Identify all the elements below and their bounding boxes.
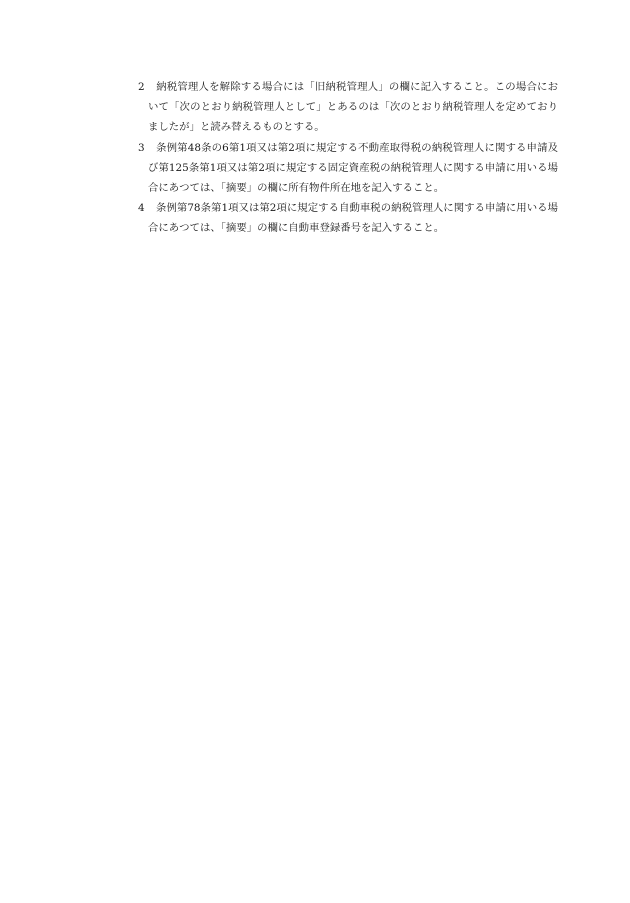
note-text: 条例第48条の6第1項又は第2項に規定する不動産取得税の納税管理人に関する申請及び第125条第1項又は第2項に規定する固定資産税の納税管理人に関する申請に用いる場合にあつては、「摘要」の欄に所有物件所在地を記入すること。	[148, 141, 558, 195]
notes-list	[138, 77, 558, 239]
note-item-2	[138, 77, 558, 138]
note-text: 条例第78条第1項又は第2項に規定する自動車税の納税管理人に関する申請に用いる場合にあつては、「摘要」の欄に自動車登録番号を記入すること。	[148, 202, 558, 235]
note-item-4	[138, 198, 558, 238]
note-number: 2	[138, 81, 145, 93]
note-text: 納税管理人を解除する場合には「旧納税管理人」の欄に記入すること。この場合において「次のとおり納税管理人として」とあるのは「次のとおり納税管理人を定めておりましたが」と読み替えるものとする。	[148, 81, 558, 134]
note-item-3	[138, 138, 558, 199]
note-number: 4	[138, 202, 145, 215]
note-number: 3	[138, 141, 145, 154]
